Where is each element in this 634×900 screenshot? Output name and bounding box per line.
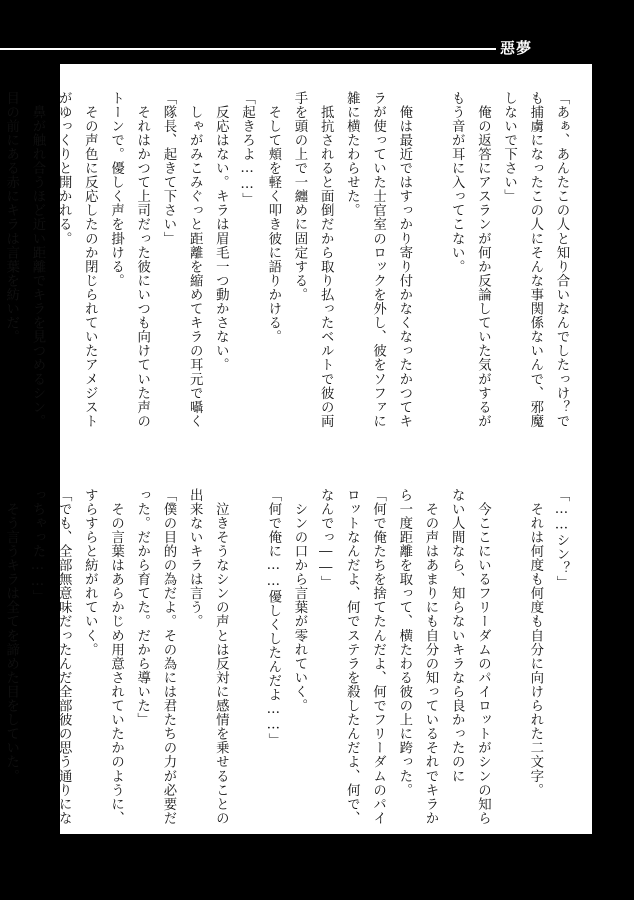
text-column: 「僕の目的の為だよ。その為には君たちの力が必要だ bbox=[160, 488, 176, 826]
text-column: 「でも、全部無意味だったんだ全部彼の思う通りにな bbox=[56, 488, 72, 826]
text-column: 鼻が触れ合うほど近い距離でキラを見つめるシン。 bbox=[29, 91, 45, 429]
text-column: 俺は最近ではすっかり寄り付かなくなったかつてキ bbox=[396, 91, 412, 429]
text-column: がゆっくりと開かれる。 bbox=[56, 91, 72, 246]
text-column bbox=[417, 91, 443, 443]
text-block-top bbox=[0, 91, 574, 443]
text-column: 「……シン？」 bbox=[554, 488, 569, 590]
text-column: 「起きろよ……」 bbox=[239, 91, 255, 207]
text-column: 雑に横たわらせた。 bbox=[344, 91, 360, 218]
text-column: った。だから育てた。だから導いた」 bbox=[134, 488, 150, 727]
header-rule bbox=[0, 48, 496, 50]
text-column: ラが使っていた士官室のロックを外し、彼をソファに bbox=[370, 91, 386, 429]
text-column: っちゃった……」 bbox=[29, 488, 45, 604]
text-column: 手を頭の上で一纏めに固定する。 bbox=[291, 91, 307, 302]
text-column: そう言うキラは全てを諦めた目をしていた。 bbox=[3, 488, 19, 784]
text-column: 出来ないキラは言う。 bbox=[187, 488, 203, 629]
chapter-title: 惡夢 bbox=[500, 39, 533, 57]
text-column: 「隊長、起きて下さい」 bbox=[160, 91, 176, 246]
text-column: 泣きそうなシンの声とは反対に感情を乗せることの bbox=[213, 488, 229, 826]
text-column: なんでっ――」 bbox=[318, 488, 334, 590]
text-column: 目の前にある赤にキラは言葉を紡いだ。 bbox=[3, 91, 19, 344]
text-column: その言葉はあらかじめ用意されていたかのように、 bbox=[108, 488, 124, 826]
text-column: 「何で俺たちを捨てたんだよ、何でフリーダムのパイ bbox=[370, 488, 386, 826]
text-column: 反応はない。キラは眉毛一つ動かさない。 bbox=[213, 91, 229, 372]
text-column: その声色に反応したのか閉じられていたアメジスト bbox=[82, 91, 98, 429]
text-column bbox=[233, 488, 259, 840]
text-page bbox=[3, 64, 592, 834]
text-column: その声はあまりにも自分の知っているそれでキラか bbox=[422, 488, 438, 826]
text-column: ロットなんだよ、何でステラを殺したんだよ、何で、 bbox=[344, 488, 360, 826]
text-column: 抵抗されると面倒だから取り払ったベルトで彼の両 bbox=[318, 91, 334, 429]
text-column: もう音が耳に入ってこない。 bbox=[449, 91, 465, 274]
text-column: すらすらと紡がれていく。 bbox=[82, 488, 98, 657]
text-column: それはかつて上司だった彼にいつも向けていた声の bbox=[134, 91, 150, 429]
text-column: それは何度も何度も自分に向けられた二文字。 bbox=[527, 488, 543, 798]
text-column: そして頬を軽く叩き彼に語りかける。 bbox=[265, 91, 281, 344]
text-column bbox=[495, 488, 521, 840]
text-column: ない人間なら、知らないキラなら良かったのに bbox=[449, 488, 465, 784]
text-column: 「何で俺に……優しくしたんだよ……」 bbox=[265, 488, 281, 748]
text-column: シンの口から言葉が零れていく。 bbox=[291, 488, 307, 713]
text-column: 今ここにいるフリーダムのパイロットがシンの知ら bbox=[475, 488, 491, 826]
text-block-bottom bbox=[0, 488, 574, 840]
text-column: 「あぁ、あんたこの人と知り合いなんでしたっけ？で bbox=[554, 91, 569, 429]
text-column: しゃがみこみぐっと距離を縮めてキラの耳元で囁く bbox=[187, 91, 203, 429]
text-column: しないで下さい」 bbox=[501, 91, 517, 204]
text-column: トーンで。優しく声を掛ける。 bbox=[108, 91, 124, 288]
text-column: 俺の返答にアスランが何か反論していた気がするが bbox=[475, 91, 491, 429]
text-column: も捕虜になったこの人にそんな事関係ないんで、邪魔 bbox=[527, 91, 543, 429]
text-column: ら一度距離を取って、横たわる彼の上に跨った。 bbox=[396, 488, 412, 798]
